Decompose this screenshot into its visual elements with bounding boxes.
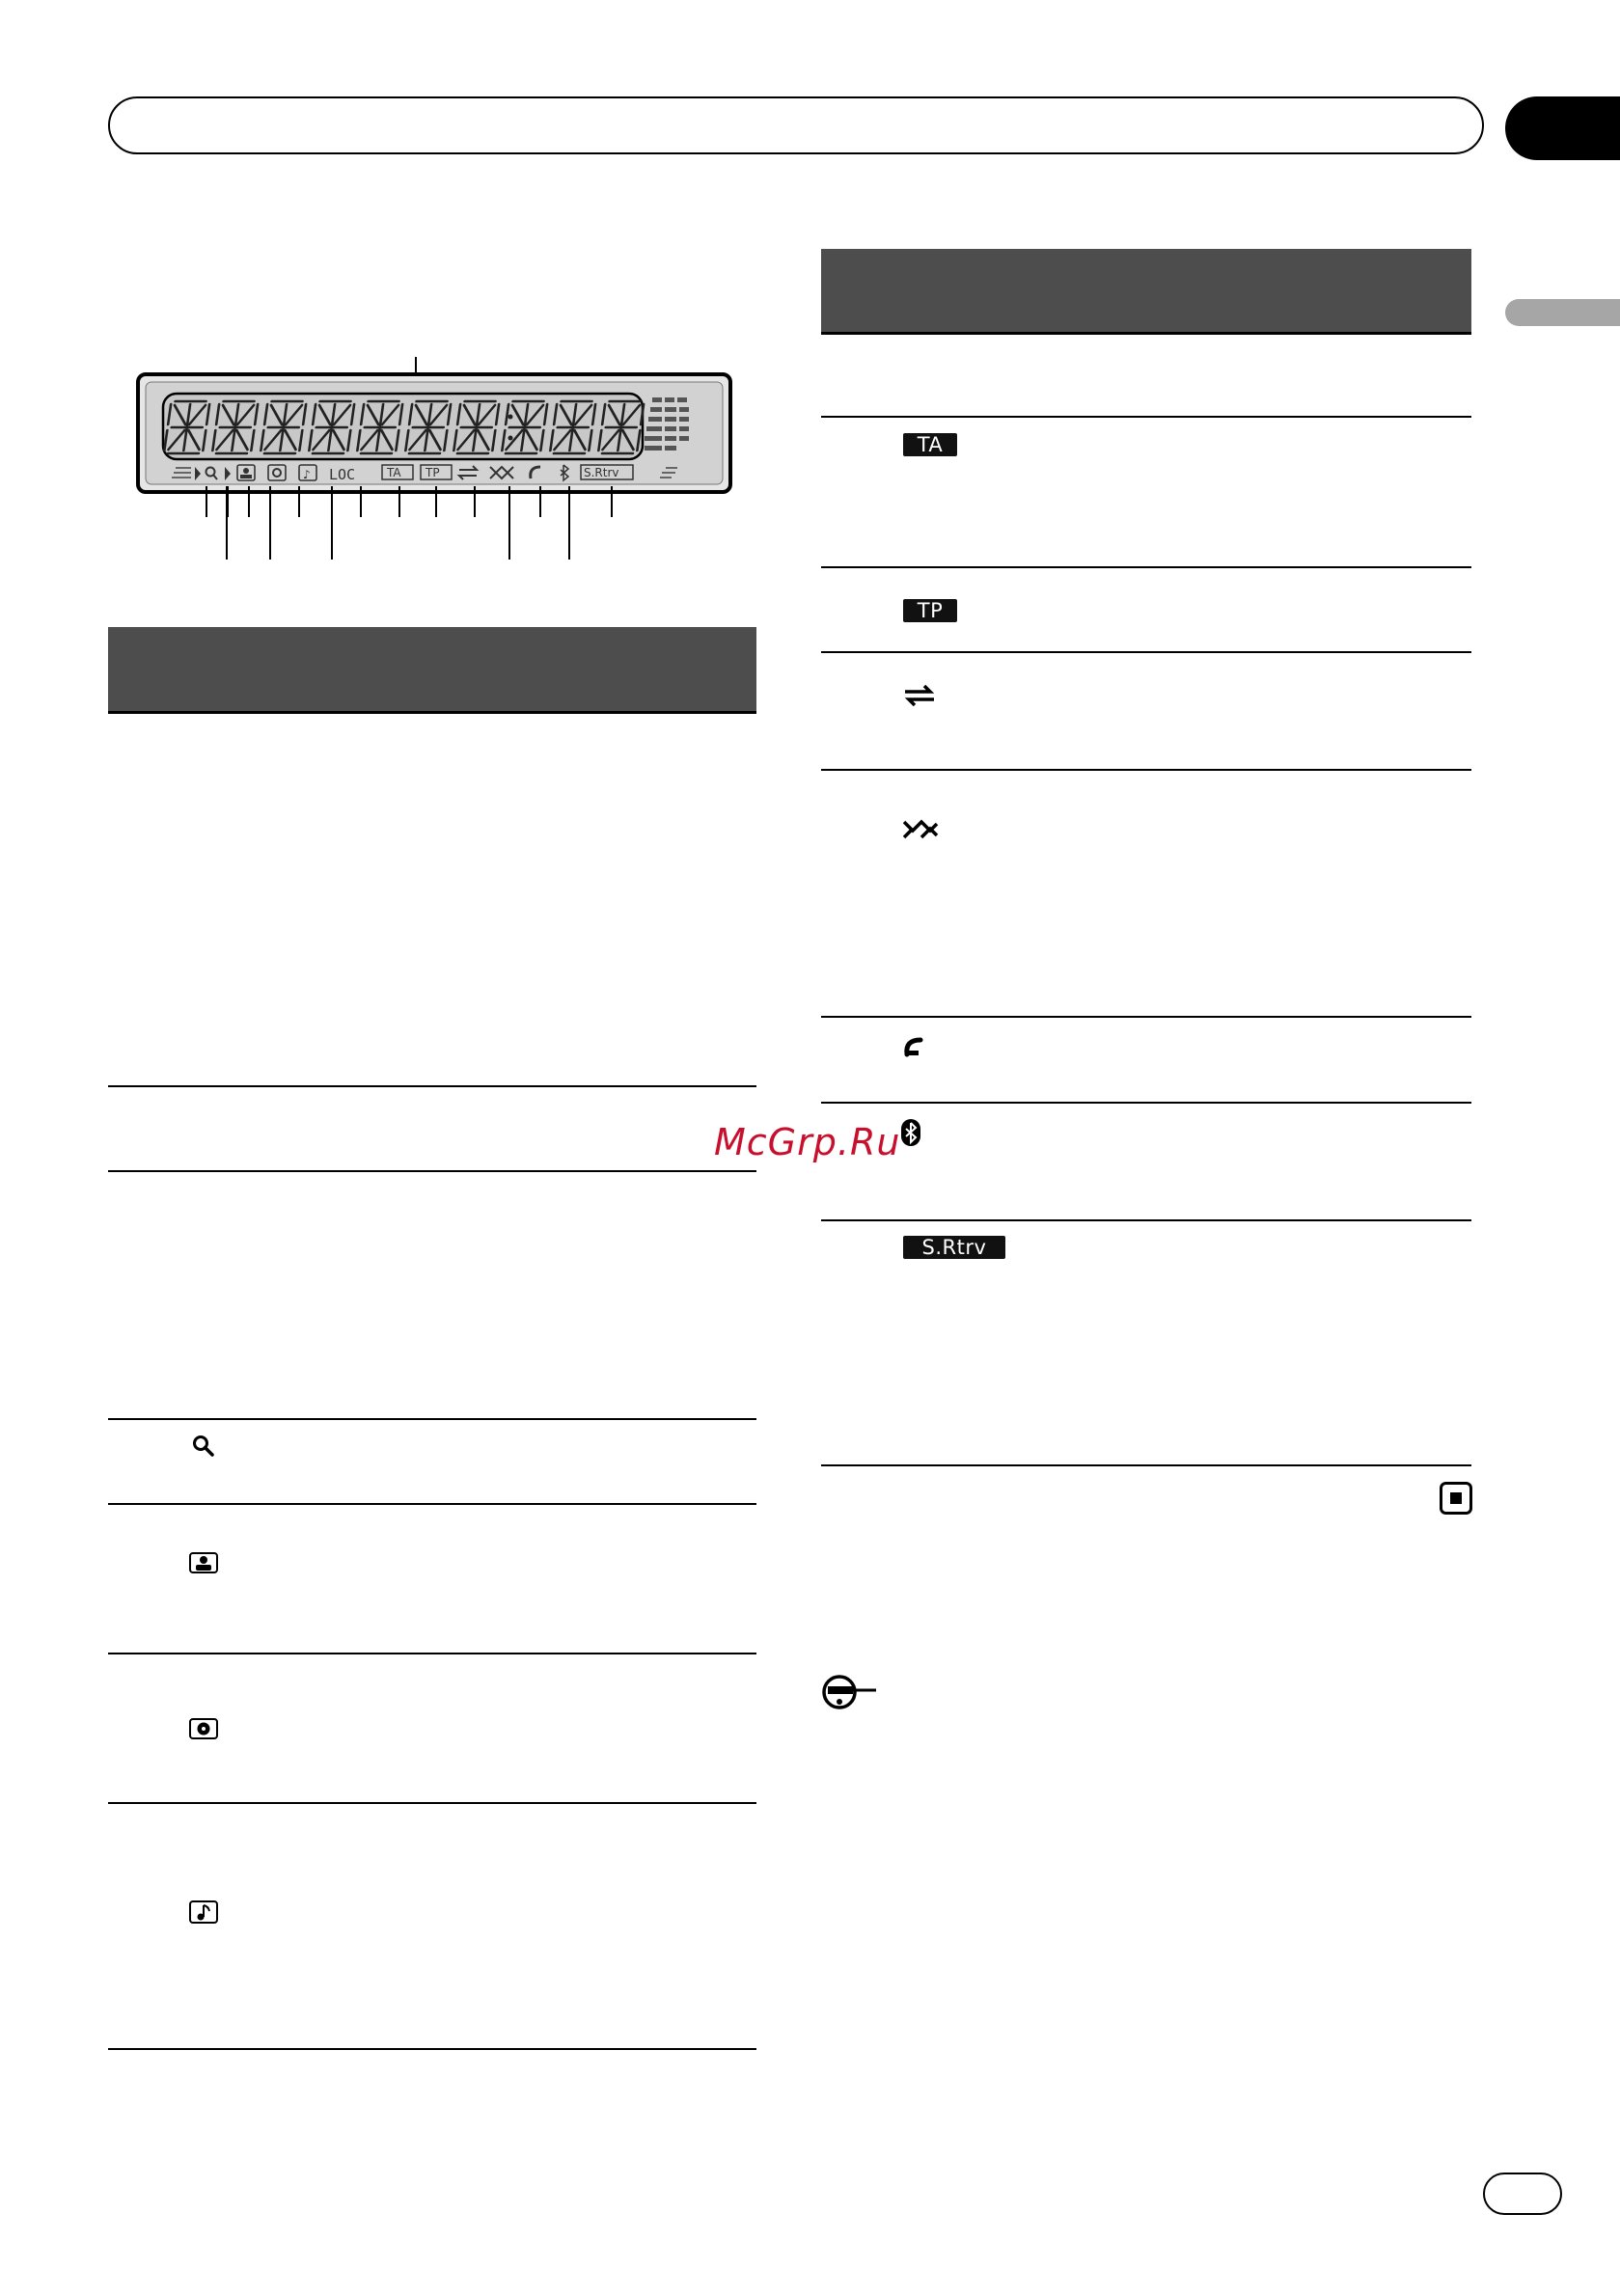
right-table-row-divider — [821, 566, 1471, 568]
left-table-bottom-rule — [108, 2048, 756, 2050]
left-table-row-divider — [108, 1503, 756, 1505]
svg-text:♪: ♪ — [303, 468, 311, 481]
left-table-row-divider — [108, 1085, 756, 1087]
loc-indicator: LOC — [329, 466, 356, 483]
artist-icon — [189, 1552, 218, 1573]
right-table-header — [821, 249, 1471, 332]
page-number-box — [1483, 2173, 1562, 2215]
left-table-header — [108, 627, 756, 711]
left-table-header-rule — [108, 711, 756, 714]
header-bar — [108, 96, 1484, 154]
right-table-row-divider — [821, 1219, 1471, 1221]
end-of-section-icon — [1440, 1482, 1472, 1515]
phone-icon — [903, 1033, 928, 1058]
song-music-note-icon — [189, 1900, 218, 1924]
tp-indicator: TP — [426, 466, 440, 479]
chapter-tab — [1505, 96, 1620, 160]
right-table-row-divider — [821, 416, 1471, 418]
srtrv-badge: S.Rtrv — [903, 1236, 1005, 1259]
lcd-colon-dot — [508, 415, 513, 420]
right-table-row-divider — [821, 769, 1471, 771]
left-table-row-divider — [108, 1418, 756, 1420]
srtrv-indicator: S.Rtrv — [584, 466, 619, 479]
bluetooth-icon — [900, 1118, 921, 1147]
ta-indicator: TA — [387, 466, 401, 479]
lcd-display-diagram — [133, 357, 741, 569]
album-disc-icon — [189, 1718, 218, 1739]
repeat-icon — [901, 683, 938, 708]
left-table-row-divider — [108, 1170, 756, 1172]
random-icon — [901, 816, 940, 843]
right-table-row-divider — [821, 651, 1471, 653]
left-table-row-divider — [108, 1802, 756, 1804]
right-table-row-divider — [821, 1016, 1471, 1018]
ta-badge: TA — [903, 433, 957, 456]
search-icon — [191, 1434, 216, 1459]
lcd-colon-dot — [508, 436, 513, 441]
watermark-text: McGrp.Ru — [714, 1121, 901, 1163]
language-tab — [1505, 299, 1620, 326]
tp-badge: TP — [903, 599, 957, 622]
left-table-row-divider — [108, 1653, 756, 1654]
right-table-bottom-rule — [821, 1464, 1471, 1466]
display-illustration — [133, 357, 741, 569]
right-table-header-rule — [821, 332, 1471, 335]
important-note-icon — [820, 1673, 878, 1711]
callout-lines — [206, 486, 612, 560]
right-table-row-divider — [821, 1102, 1471, 1104]
